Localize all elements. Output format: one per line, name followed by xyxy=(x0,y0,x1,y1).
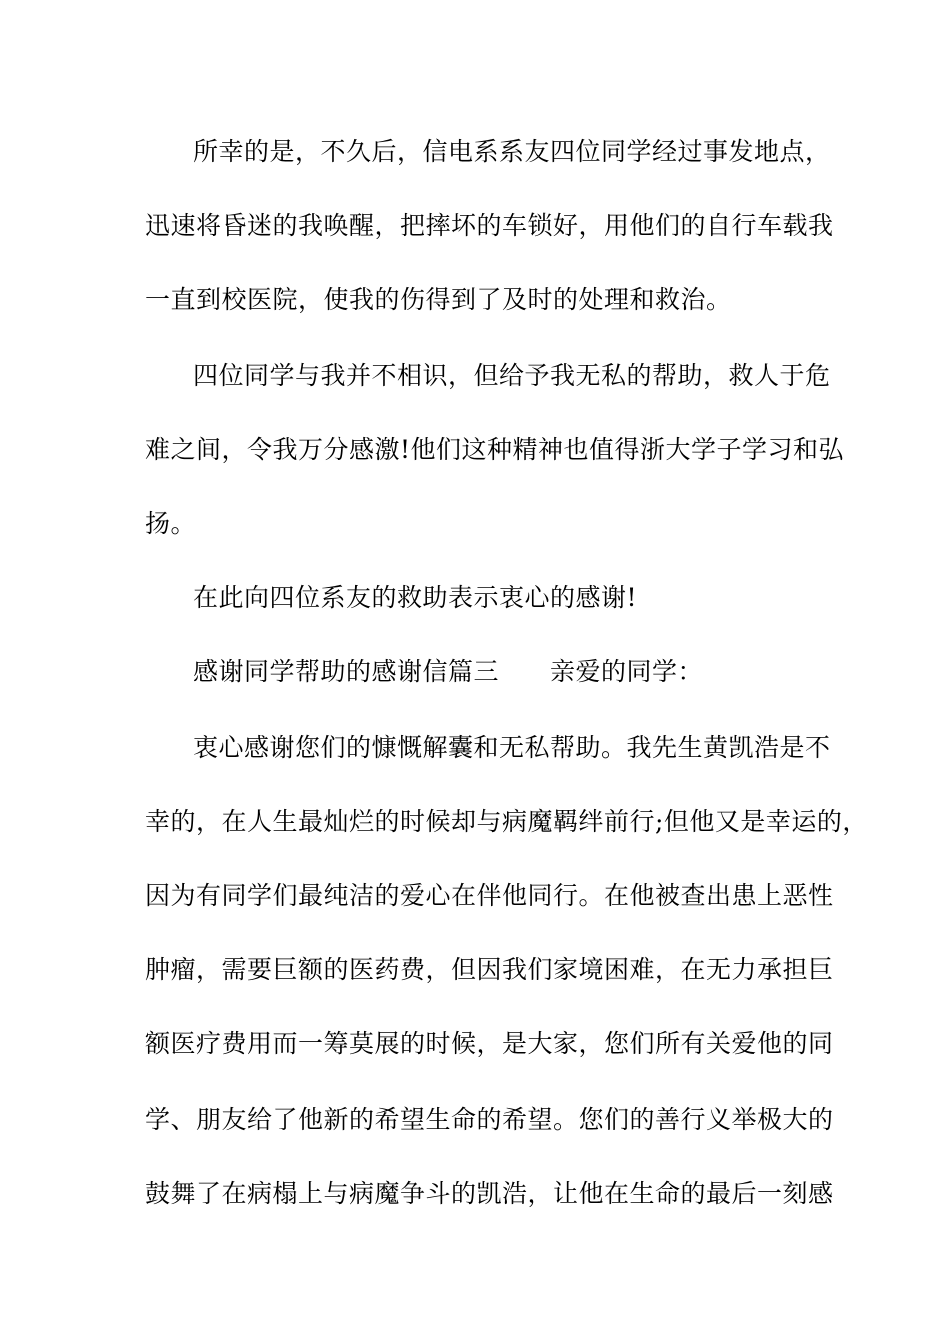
text-line: 所幸的是，不久后，信电系系友四位同学经过事发地点， xyxy=(193,137,831,166)
text-line: 一直到校医院，使我的伤得到了及时的处理和救治。 xyxy=(145,285,732,314)
text-line: 学、朋友给了他新的希望生命的希望。您们的善行义举极大的 xyxy=(145,1105,834,1134)
text-line: 幸的，在人生最灿烂的时候却与病魔羁绊前行;但他又是幸运的， xyxy=(145,807,868,836)
text-line: 扬。 xyxy=(145,509,197,538)
text-line: 因为有同学们最纯洁的爱心在伴他同行。在他被查出患上恶性 xyxy=(145,881,834,910)
text-line: 衷心感谢您们的慷慨解囊和无私帮助。我先生黄凯浩是不 xyxy=(193,733,831,762)
text-line: 四位同学与我并不相识，但给予我无私的帮助，救人于危 xyxy=(193,361,831,390)
text-line: 鼓舞了在病榻上与病魔争斗的凯浩，让他在生命的最后一刻感 xyxy=(145,1179,834,1208)
text-line: 在此向四位系友的救助表示衷心的感谢! xyxy=(193,583,638,612)
text-line: 难之间，令我万分感激!他们这种精神也值得浙大学子学习和弘 xyxy=(145,435,845,464)
text-line: 肿瘤，需要巨额的医药费，但因我们家境困难，在无力承担巨 xyxy=(145,955,834,984)
text-line: 额医疗费用而一筹莫展的时候，是大家，您们所有关爱他的同 xyxy=(145,1029,834,1058)
section-heading: 感谢同学帮助的感谢信篇三 亲爱的同学： xyxy=(193,657,704,686)
text-line: 迅速将昏迷的我唤醒，把摔坏的车锁好，用他们的自行车载我 xyxy=(145,211,834,240)
